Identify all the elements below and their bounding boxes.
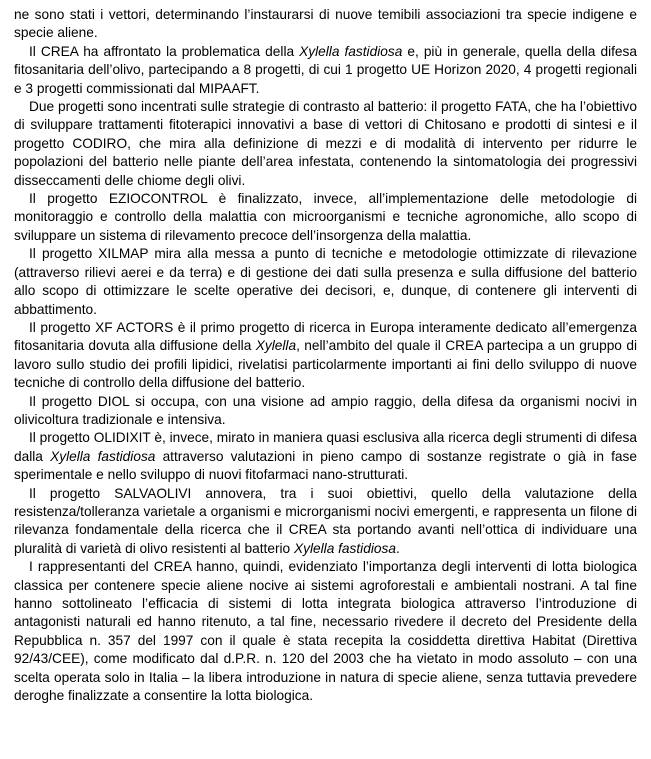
italic-term: Xylella fastidiosa xyxy=(299,43,403,59)
text-segment: I rappresentanti del CREA hanno, quindi, evidenziato l’importanza degli interventi di lotta biologica classica per contenere specie aliene nocive ai sistemi agroforestali e ambientali nostrani. A tal fine hanno sottolineato l’efficacia di sistemi di lotta integrata biologica attraverso l’introduzione di antagonisti naturali ed hanno ritenuto, a tal fine, necessario rivedere il decreto del Presidente della Repubblica n. 357 del 1997 con il quale è stata recepita la cosiddetta direttiva Habitat (Direttiva 92/43/CEE), come modificato dal d.P.R. n. 120 del 2003 che ha vietato in modo assoluto – con una scelta operata solo in Italia – la libera introduzione in natura di specie aliene, senza tuttavia prevedere deroghe finalizzate a consentire la lotta biologica. xyxy=(14,559,637,704)
text-segment: Il CREA ha affrontato la problematica della xyxy=(29,43,300,59)
text-segment: Il progetto SALVAOLIVI annovera, tra i suoi obiettivi, quello della valutazione della resistenza/tolleranza varietale a organismi e microrganismi nocivi emergenti, e rappresenta un filone di rilevanza fondamentale della ricerca che il CREA sta portando avanti nell’ottica di individuare una pluralità di varietà di olivo resistenti al batterio xyxy=(14,485,637,556)
italic-term: Xylella fastidiosa xyxy=(293,540,396,556)
text-segment: Il progetto EZIOCONTROL è finalizzato, invece, all’implementazione delle metodologie di monitoraggio e controllo della malattia con microorganismi e tecniche agronomiche, allo scopo di sviluppare un sistema di rilevamento precoce dell’insorgenza della malattia. xyxy=(14,191,637,243)
text-segment: , nell’ambito del quale il CREA partecipa a un gruppo di lavoro sullo studio dei profili lipidici, rivelatisi particolarmente importanti ai fini dello sviluppo di nuove tecniche di controllo della diffusione del batterio. xyxy=(14,338,637,391)
paragraph-salvaolivi xyxy=(14,485,637,559)
paragraph-xf-actors xyxy=(14,319,637,393)
text-segment: ne sono stati i vettori, determinando l’instaurarsi di nuove temibili associazioni tra specie indigene e specie aliene. xyxy=(14,7,637,41)
italic-term: Xylella fastidiosa xyxy=(50,448,156,464)
paragraph-diol xyxy=(14,393,637,430)
paragraph-continuation xyxy=(14,6,637,43)
text-segment: attraverso valutazioni in pieno campo di sostanze registrate o già in fase sperimentale e nello sviluppo di nuovi fitofarmaci nano-strutturati. xyxy=(14,448,637,483)
italic-term: Xylella xyxy=(255,338,297,354)
paragraph-eziocontrol xyxy=(14,190,637,245)
text-segment: e, più in generale, quella della difesa fitosanitaria dell’olivo, partecipando a 8 progetti, di cui 1 progetto UE Horizon 2020, 4 progetti regionali e 3 progetti commissionati dal MIPAAFT. xyxy=(14,43,637,96)
paragraph-fata-codiro xyxy=(14,98,637,190)
paragraph-xilmap xyxy=(14,245,637,319)
text-segment: Il progetto DIOL si occupa, con una visione ad ampio raggio, della difesa da organismi nocivi in olivicoltura tradizionale e intensiva. xyxy=(14,393,637,427)
paragraph-lotta-biologica xyxy=(14,558,637,705)
text-segment: Il progetto XILMAP mira alla messa a punto di tecniche e metodologie ottimizzate di rilevazione (attraverso rilievi aerei e da terra) e di gestione dei dati sulla presenza e sulla diffusione del batterio allo scopo di ottimizzare le scelte operative dei decisori, e, dunque, di contenere gli interventi di abbattimento. xyxy=(14,246,637,317)
text-segment: Due progetti sono incentrati sulle strategie di contrasto al batterio: il progetto FATA, che ha l’obiettivo di sviluppare trattamenti fitoterapici innovativi a base di vettori di Chitosano e prodotti di sintesi e il progetto CODIRO, che mira alla definizione di mezzi e di modalità di intervento per ridurre le popolazioni del batterio nelle piante dell’area infestata, contenendo la sintomatologia dei progressivi disseccamenti delle chiome degli olivi. xyxy=(14,99,637,188)
paragraph-crea-xylella xyxy=(14,43,637,98)
text-segment: Il progetto OLIDIXIT è, invece, mirato in maniera quasi esclusiva alla ricerca degli strumenti di difesa dalla xyxy=(14,430,637,464)
text-segment: Il progetto XF ACTORS è il primo progetto di ricerca in Europa interamente dedicato all’emergenza fitosanitaria dovuta alla diffusione della xyxy=(14,319,637,354)
paragraph-olidixit xyxy=(14,429,637,484)
text-segment: . xyxy=(395,540,400,556)
